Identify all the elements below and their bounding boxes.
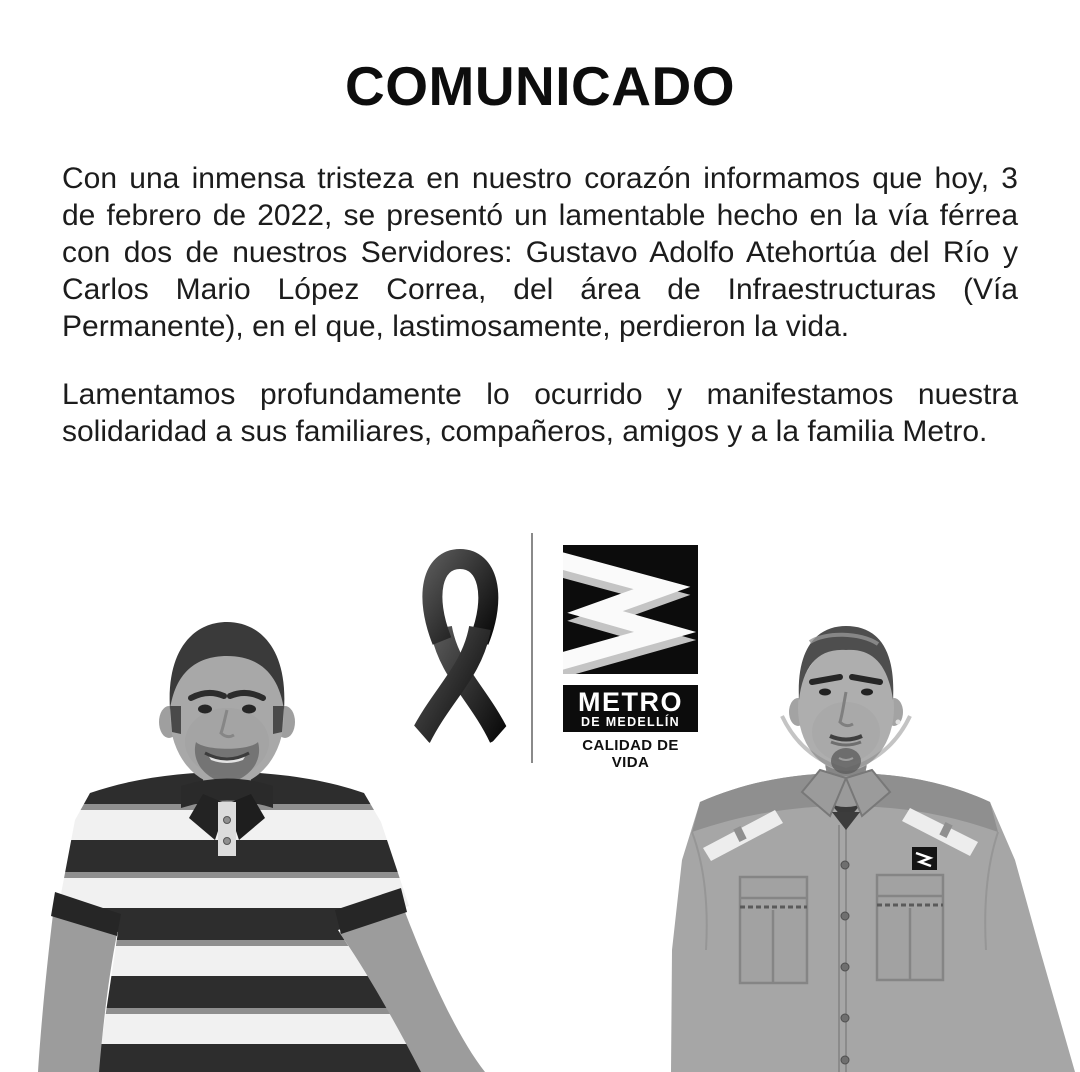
vertical-divider	[531, 533, 533, 763]
right-man-chest-logo-patch	[912, 847, 937, 870]
portrait-photo-right	[660, 620, 1080, 1072]
portrait-photo-left	[33, 614, 489, 1072]
metro-logo-tagline: CALIDAD DE VIDA	[582, 737, 679, 771]
right-man-left-pocket	[740, 877, 807, 983]
right-man-earring	[896, 720, 901, 725]
right-man-shirt	[671, 773, 1075, 1072]
metro-logo-name: METRO	[578, 686, 683, 717]
paragraph-2: Lamentamos profundamente lo ocurrido y manifestamos nuestra solidaridad a sus familiares, compañeros, amigos y a la familia Metro.	[62, 378, 1018, 448]
paragraph-1: Con una inmensa tristeza en nuestro corazón informamos que hoy, 3 de febrero de 2022, se presentó un lamentable hecho en la vía férrea con dos de nuestros Servidores: Gustavo Adolfo Atehortúa del Río y Carlos Mario López Correa, del área de Infraestructuras (Vía Permanente), en el que, lastimosamente, perdieron la vida.	[62, 162, 1018, 343]
page-title: COMUNICADO	[345, 55, 735, 117]
announcement-text	[62, 160, 1018, 481]
metro-logo-subname: DE MEDELLÍN	[580, 714, 681, 729]
right-man-right-pocket	[877, 875, 943, 980]
